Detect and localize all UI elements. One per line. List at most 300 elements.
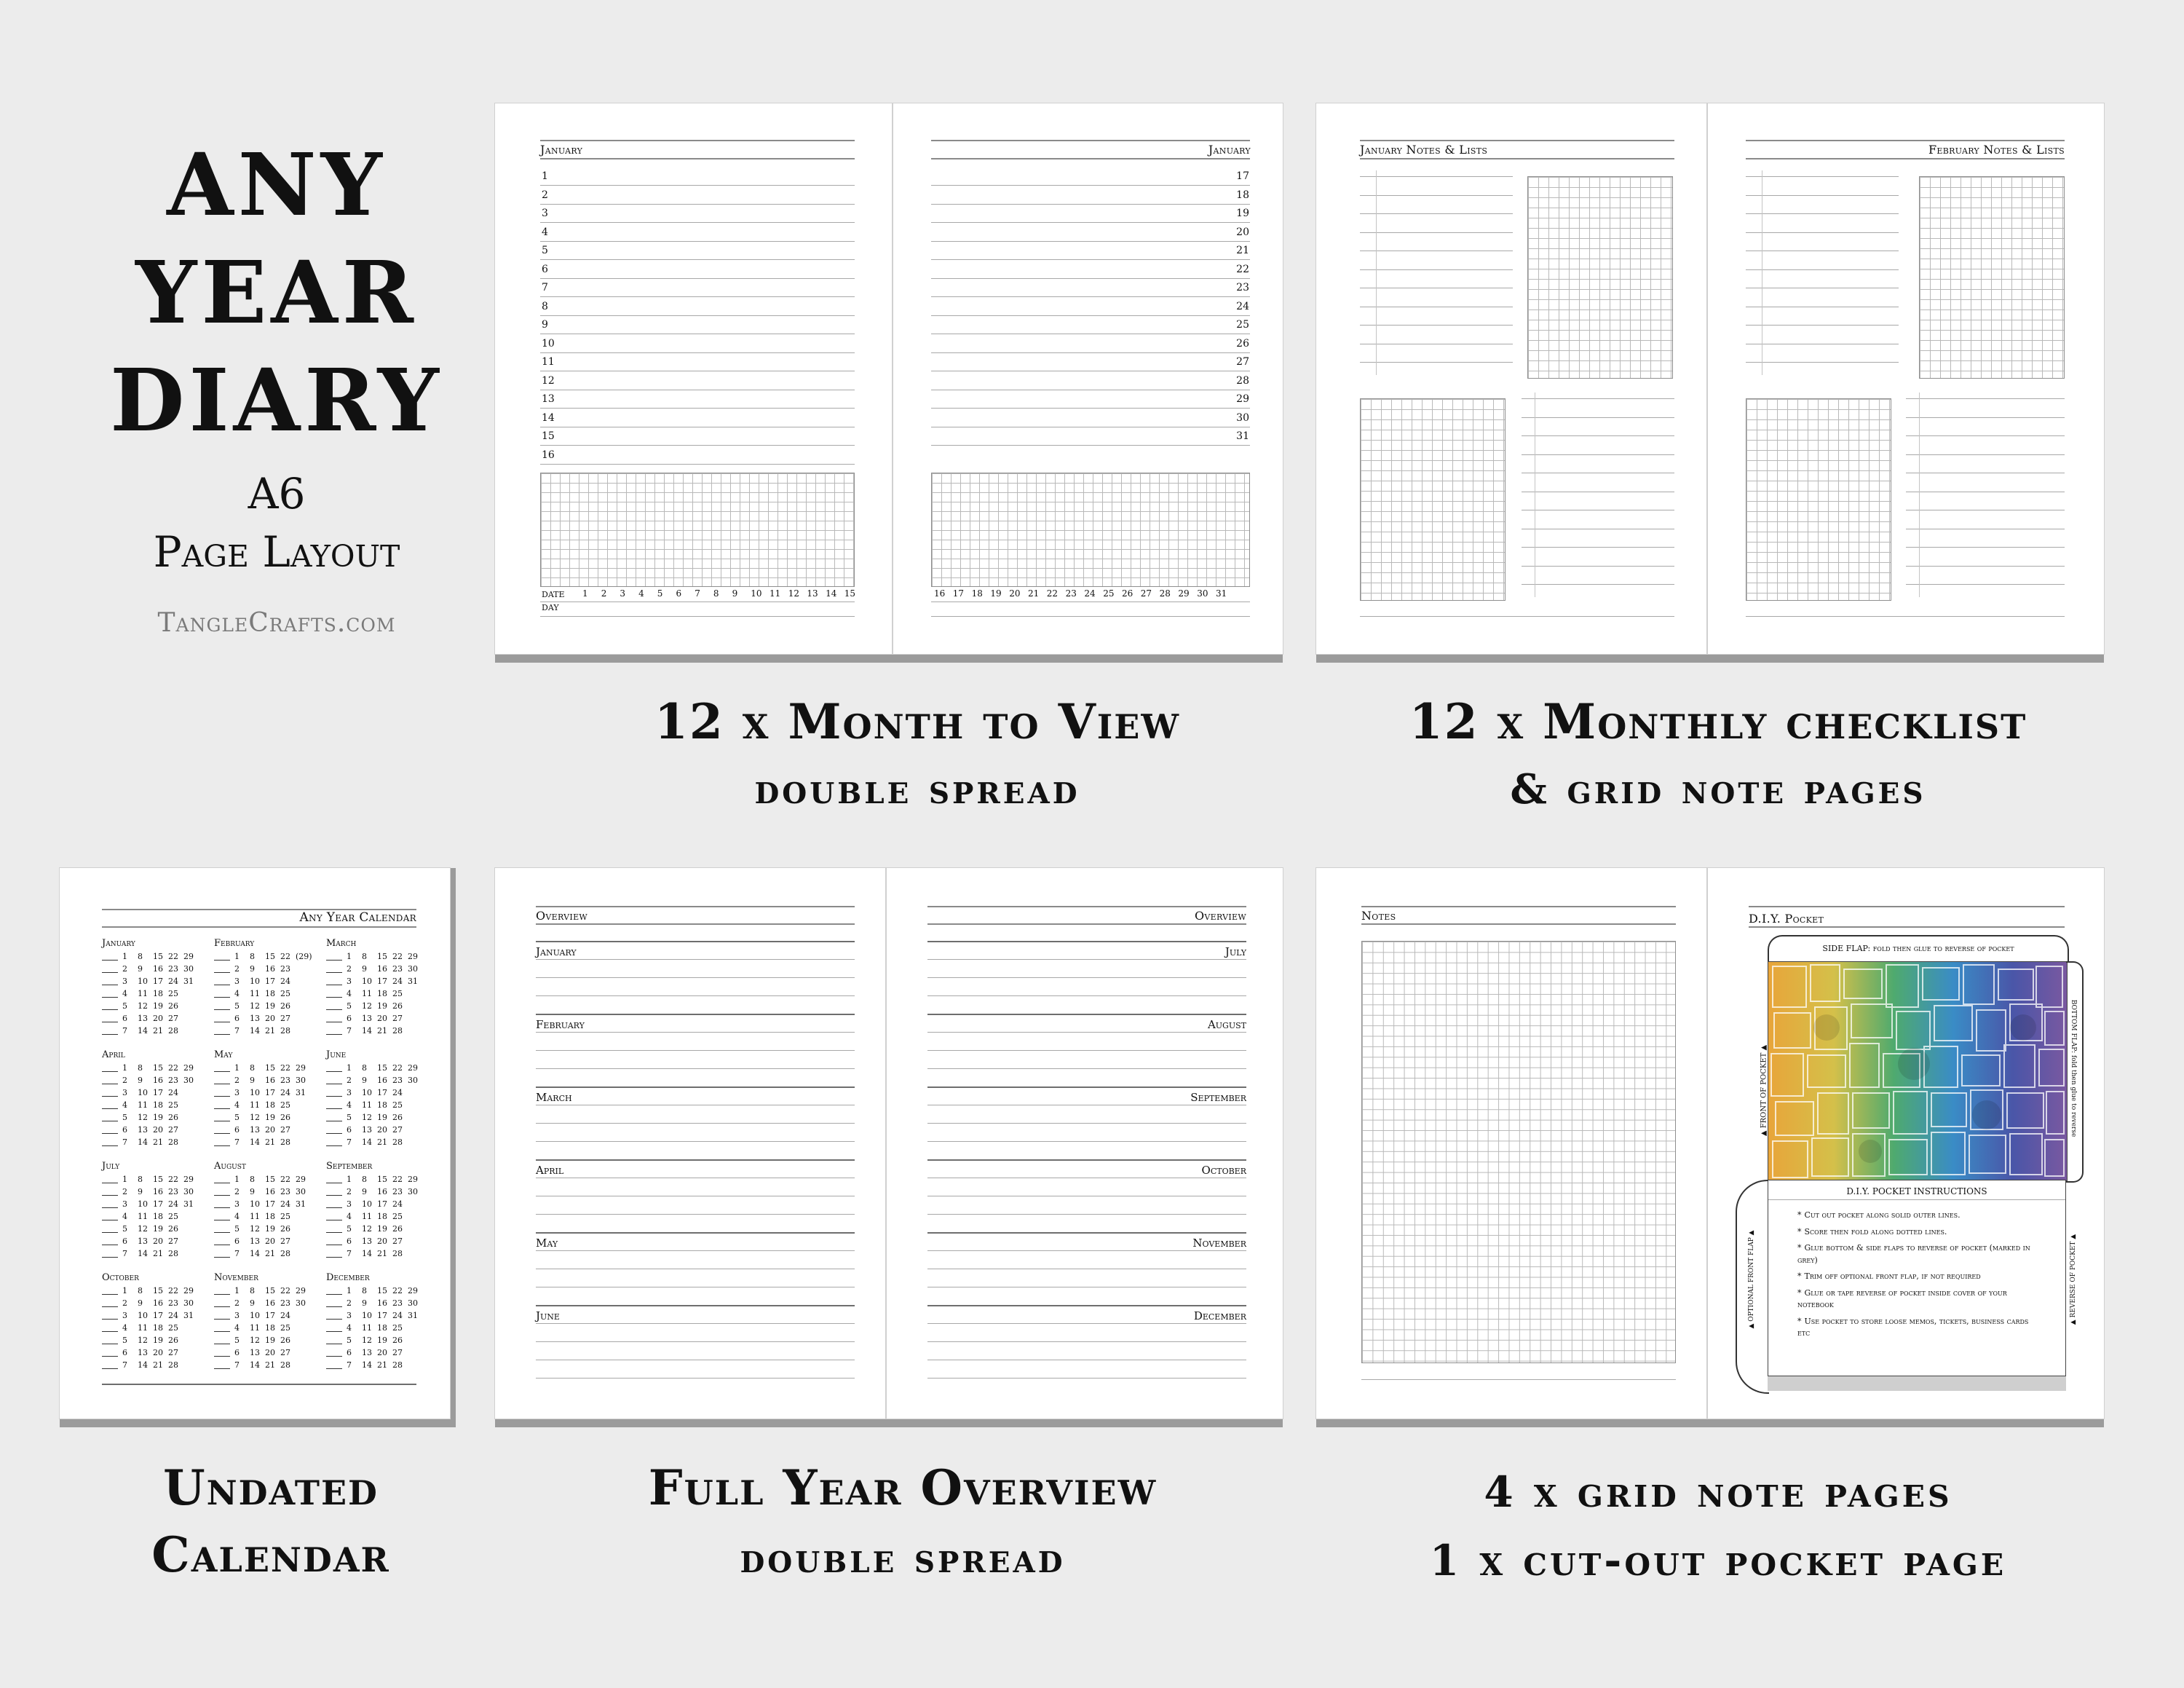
calendar-day: 17 <box>265 977 275 986</box>
calendar-day: 23 <box>392 1298 403 1308</box>
calendar-week-row <box>214 1062 323 1074</box>
calendar-day: 21 <box>153 1026 163 1036</box>
calendar-day: 28 <box>392 1249 403 1258</box>
calendar-day: 11 <box>362 1100 372 1110</box>
calendar-day: 1 <box>234 1063 240 1073</box>
calendar-month-name: April <box>102 1049 125 1060</box>
calendar-day: 27 <box>280 1237 290 1246</box>
calendar-sheet <box>60 868 456 1427</box>
month-spread <box>495 103 1283 663</box>
notes-left-grid-2 <box>1360 398 1506 601</box>
calendar-day: 7 <box>122 1026 127 1036</box>
calendar-day: 23 <box>168 1076 178 1085</box>
calendar-day: 25 <box>280 989 290 998</box>
month-left-day-number: 6 <box>542 263 548 275</box>
calendar-day: 6 <box>347 1125 352 1135</box>
calendar-week-row <box>326 1247 435 1260</box>
calendar-day: 7 <box>234 1026 240 1036</box>
calendar-day: 27 <box>168 1237 178 1246</box>
calendar-day: 12 <box>362 1001 372 1011</box>
calendar-day: 25 <box>280 1100 290 1110</box>
calendar-day: 16 <box>377 1187 387 1196</box>
calendar-day: 31 <box>408 1311 418 1320</box>
calendar-day: 4 <box>122 1100 127 1110</box>
calendar-day: 13 <box>362 1348 372 1357</box>
calendar-day: 4 <box>122 989 127 998</box>
calendar-day: 8 <box>138 1286 143 1295</box>
month-left-date-label: 11 <box>769 588 781 599</box>
calendar-week-row <box>214 1247 323 1260</box>
calendar-day: 3 <box>122 1088 127 1097</box>
calendar-day: 10 <box>138 1311 148 1320</box>
calendar-week-row <box>214 1186 323 1198</box>
calendar-day: 13 <box>250 1237 260 1246</box>
calendar-day: 16 <box>377 1076 387 1085</box>
calendar-day: 16 <box>377 964 387 974</box>
notes-right-grid-1 <box>1919 176 2065 379</box>
calendar-week-row <box>102 1136 211 1148</box>
calendar-day: 17 <box>265 1311 275 1320</box>
calendar-day: 16 <box>377 1298 387 1308</box>
calendar-day: 23 <box>168 964 178 974</box>
title-line-1: ANY <box>167 134 387 235</box>
calendar-month <box>102 1049 211 1148</box>
calendar-day: 24 <box>392 977 403 986</box>
month-left-day-number: 1 <box>542 170 548 182</box>
overview-month-label: August <box>1207 1018 1246 1031</box>
month-left-header: January <box>540 143 583 157</box>
calendar-day: 26 <box>392 1224 403 1234</box>
instructions-title: D.I.Y. POCKET INSTRUCTIONS <box>1846 1186 1987 1196</box>
calendar-day: 4 <box>234 1100 240 1110</box>
month-left-date-label: 2 <box>601 588 607 599</box>
calendar-day: 25 <box>392 1100 403 1110</box>
caption-checklist-line2: & grid note pages <box>1510 765 1926 813</box>
calendar-week-row <box>102 1247 211 1260</box>
calendar-day: 17 <box>377 1199 387 1209</box>
calendar-day: 23 <box>392 1076 403 1085</box>
calendar-day: 1 <box>122 1063 127 1073</box>
calendar-week-row <box>102 1074 211 1086</box>
calendar-day: 20 <box>377 1125 387 1135</box>
calendar-day: 9 <box>362 964 367 974</box>
calendar-day: 26 <box>392 1001 403 1011</box>
calendar-day: (29) <box>296 952 312 961</box>
calendar-day: 2 <box>347 964 352 974</box>
calendar-month <box>102 938 211 1037</box>
calendar-day: 17 <box>377 1311 387 1320</box>
calendar-day: 22 <box>392 1063 403 1073</box>
calendar-day: 11 <box>250 1100 260 1110</box>
month-left-page <box>495 103 892 654</box>
calendar-header: Any Year Calendar <box>299 910 416 925</box>
calendar-week-row <box>326 1124 435 1136</box>
calendar-day: 25 <box>168 989 178 998</box>
calendar-day: 5 <box>122 1001 127 1011</box>
calendar-day: 11 <box>138 989 148 998</box>
bullet-icon: * <box>1797 1210 1802 1220</box>
side-flap <box>1768 935 2069 963</box>
calendar-day: 16 <box>265 1298 275 1308</box>
calendar-day: 19 <box>265 1336 275 1345</box>
calendar-week-row <box>326 1086 435 1099</box>
calendar-day: 22 <box>280 1286 290 1295</box>
calendar-day: 13 <box>138 1125 148 1135</box>
calendar-day: 24 <box>280 1199 290 1209</box>
calendar-week-row <box>102 1346 211 1359</box>
month-right-day-number: 18 <box>1236 189 1249 201</box>
calendar-day: 22 <box>168 1063 178 1073</box>
month-right-day-number: 21 <box>1236 245 1249 256</box>
calendar-week-row <box>214 1309 323 1322</box>
calendar-month-name: January <box>102 938 135 949</box>
calendar-day: 10 <box>362 1088 372 1097</box>
calendar-day: 4 <box>234 989 240 998</box>
calendar-day: 18 <box>265 1212 275 1221</box>
calendar-day: 12 <box>362 1336 372 1345</box>
calendar-day: 1 <box>122 952 127 961</box>
calendar-day: 12 <box>138 1113 148 1122</box>
calendar-day: 28 <box>280 1249 290 1258</box>
calendar-week-row <box>102 1285 211 1297</box>
calendar-day: 9 <box>250 1298 255 1308</box>
calendar-week-row <box>102 963 211 975</box>
calendar-day: 28 <box>280 1360 290 1370</box>
grid-notes-grid <box>1361 941 1676 1363</box>
calendar-day: 8 <box>250 1286 255 1295</box>
calendar-day: 31 <box>408 977 418 986</box>
calendar-day: 7 <box>122 1137 127 1147</box>
calendar-day: 22 <box>392 952 403 961</box>
calendar-day: 22 <box>168 1286 178 1295</box>
calendar-day: 17 <box>153 977 163 986</box>
calendar-day: 24 <box>280 1311 290 1320</box>
calendar-day: 12 <box>138 1001 148 1011</box>
month-left-day-number: 9 <box>542 319 548 331</box>
bullet-icon: * <box>1797 1226 1802 1237</box>
calendar-day: 18 <box>265 1323 275 1333</box>
calendar-day: 11 <box>250 1212 260 1221</box>
calendar-day: 17 <box>377 977 387 986</box>
calendar-week-row <box>102 1297 211 1309</box>
instruction-text: Score then fold along dotted lines. <box>1804 1226 1947 1237</box>
calendar-week-row <box>214 1198 323 1210</box>
calendar-day: 22 <box>392 1175 403 1184</box>
calendar-week-row <box>326 1297 435 1309</box>
calendar-day: 5 <box>234 1336 240 1345</box>
calendar-day: 28 <box>168 1026 178 1036</box>
month-left-date-label: 12 <box>788 588 799 599</box>
calendar-day: 15 <box>153 1063 163 1073</box>
calendar-day: 14 <box>362 1137 372 1147</box>
calendar-day: 21 <box>153 1137 163 1147</box>
calendar-day: 4 <box>347 1212 352 1221</box>
bullet-icon: * <box>1797 1243 1802 1253</box>
month-right-date-label: 23 <box>1065 588 1077 599</box>
calendar-day: 13 <box>250 1348 260 1357</box>
month-right-day-number: 19 <box>1236 208 1249 219</box>
calendar-week-row <box>214 1086 323 1099</box>
calendar-day: 7 <box>122 1249 127 1258</box>
calendar-day: 15 <box>377 1286 387 1295</box>
instruction-item <box>1797 1210 2038 1222</box>
calendar-week-row <box>102 1099 211 1111</box>
calendar-day: 7 <box>347 1249 352 1258</box>
calendar-day: 17 <box>377 1088 387 1097</box>
calendar-day: 16 <box>153 1298 163 1308</box>
calendar-month <box>214 1161 323 1260</box>
calendar-day: 8 <box>250 952 255 961</box>
calendar-day: 22 <box>168 952 178 961</box>
month-right-header: January <box>1208 143 1251 157</box>
month-right-day-number: 30 <box>1236 411 1249 424</box>
calendar-week-row <box>326 1309 435 1322</box>
calendar-day: 31 <box>296 1088 306 1097</box>
instruction-text: Cut out pocket along solid outer lines. <box>1804 1210 1961 1220</box>
instruction-text: Trim off optional front flap, if not required <box>1804 1271 1981 1281</box>
calendar-day: 14 <box>362 1026 372 1036</box>
calendar-day: 20 <box>265 1348 275 1357</box>
calendar-day: 30 <box>296 1187 306 1196</box>
calendar-day: 4 <box>234 1212 240 1221</box>
calendar-month <box>326 1161 435 1260</box>
calendar-week-row <box>214 1285 323 1297</box>
caption-month-view-line1: 12 x Month to View <box>654 693 1181 750</box>
calendar-day: 12 <box>362 1224 372 1234</box>
calendar-day: 16 <box>153 1076 163 1085</box>
month-left-grid <box>540 473 855 587</box>
caption-notes-line2: 1 x cut-out pocket page <box>1429 1536 2007 1585</box>
calendar-day: 4 <box>122 1323 127 1333</box>
caption-checklist <box>1369 693 2068 813</box>
calendar-day: 10 <box>250 977 260 986</box>
calendar-day: 20 <box>265 1237 275 1246</box>
calendar-day: 18 <box>377 1100 387 1110</box>
month-right-date-label: 16 <box>934 588 946 599</box>
calendar-day: 15 <box>377 1063 387 1073</box>
calendar-day: 4 <box>234 1323 240 1333</box>
month-right-day-number: 24 <box>1236 300 1249 312</box>
calendar-week-row <box>214 1334 323 1346</box>
calendar-day: 10 <box>138 1088 148 1097</box>
calendar-day: 16 <box>265 964 275 974</box>
month-left-date-label: 7 <box>695 588 700 599</box>
calendar-day: 4 <box>347 1100 352 1110</box>
calendar-week-row <box>214 1359 323 1371</box>
calendar-day: 6 <box>347 1237 352 1246</box>
calendar-week-row <box>326 1210 435 1223</box>
month-right-date-label: 21 <box>1028 588 1040 599</box>
caption-calendar-line2: Calendar <box>151 1526 390 1583</box>
calendar-week-row <box>326 1062 435 1074</box>
calendar-day: 25 <box>280 1323 290 1333</box>
calendar-week-row <box>326 987 435 1000</box>
calendar-day: 22 <box>280 952 290 961</box>
calendar-day: 2 <box>122 964 127 974</box>
calendar-day: 7 <box>347 1137 352 1147</box>
caption-month-view-line2: double spread <box>754 765 1080 813</box>
calendar-day: 1 <box>347 952 352 961</box>
calendar-day: 8 <box>362 952 367 961</box>
calendar-day: 6 <box>122 1348 127 1357</box>
calendar-day: 4 <box>122 1212 127 1221</box>
calendar-day: 13 <box>362 1014 372 1023</box>
calendar-day: 6 <box>347 1014 352 1023</box>
calendar-week-row <box>214 987 323 1000</box>
calendar-day: 20 <box>377 1348 387 1357</box>
overview-month-label: September <box>1190 1091 1246 1104</box>
reverse-of-pocket-label: ▲ REVERSE OF POCKET ▲ <box>2070 1234 2077 1325</box>
month-left-date-label: 8 <box>713 588 719 599</box>
calendar-day: 1 <box>347 1175 352 1184</box>
calendar-day: 21 <box>377 1249 387 1258</box>
instruction-text: Use pocket to store loose memos, tickets, business cards etc <box>1797 1316 2029 1338</box>
calendar-day: 17 <box>265 1088 275 1097</box>
calendar-day: 26 <box>280 1224 290 1234</box>
calendar-day: 29 <box>408 1286 418 1295</box>
calendar-day: 10 <box>362 1199 372 1209</box>
calendar-day: 13 <box>250 1014 260 1023</box>
month-left-date-label: 13 <box>807 588 818 599</box>
calendar-day: 18 <box>265 1100 275 1110</box>
month-right-page <box>893 103 1283 654</box>
calendar-day: 5 <box>122 1224 127 1234</box>
calendar-day: 2 <box>234 964 240 974</box>
calendar-day: 12 <box>138 1336 148 1345</box>
calendar-day: 25 <box>392 989 403 998</box>
calendar-day: 31 <box>183 977 194 986</box>
month-left-day-number: 5 <box>542 245 548 256</box>
calendar-day: 8 <box>362 1286 367 1295</box>
calendar-day: 28 <box>280 1026 290 1036</box>
calendar-week-row <box>214 1074 323 1086</box>
month-right-day-number: 29 <box>1236 393 1249 405</box>
month-left-day-number: 10 <box>542 337 555 350</box>
calendar-day: 25 <box>168 1323 178 1333</box>
calendar-day: 19 <box>377 1113 387 1122</box>
day-label: DAY <box>542 603 559 612</box>
calendar-day: 5 <box>347 1336 352 1345</box>
calendar-day: 10 <box>138 977 148 986</box>
caption-checklist-line1: 12 x Monthly checklist <box>1409 693 2027 750</box>
calendar-day: 13 <box>138 1014 148 1023</box>
calendar-day: 18 <box>377 1212 387 1221</box>
calendar-day: 27 <box>392 1125 403 1135</box>
stamp-collage-svg <box>1768 962 2067 1180</box>
calendar-day: 26 <box>168 1001 178 1011</box>
calendar-day: 7 <box>347 1360 352 1370</box>
calendar-day: 24 <box>280 977 290 986</box>
month-right-date-label: 31 <box>1216 588 1227 599</box>
calendar-day: 12 <box>362 1113 372 1122</box>
calendar-day: 22 <box>168 1175 178 1184</box>
calendar-day: 7 <box>234 1360 240 1370</box>
calendar-day: 18 <box>265 989 275 998</box>
calendar-day: 27 <box>280 1348 290 1357</box>
calendar-day: 4 <box>347 1323 352 1333</box>
overview-month-label: June <box>536 1309 560 1322</box>
calendar-day: 24 <box>168 977 178 986</box>
month-right-day-number: 28 <box>1236 374 1249 387</box>
calendar-day: 29 <box>408 1175 418 1184</box>
overview-left-page <box>495 868 885 1419</box>
calendar-day: 18 <box>377 989 387 998</box>
calendar-week-row <box>326 1223 435 1235</box>
notes-right-header: February Notes & Lists <box>1928 143 2065 157</box>
checklist-spread <box>1316 103 2104 663</box>
calendar-day: 10 <box>362 1311 372 1320</box>
month-left-day-number: 8 <box>542 300 548 312</box>
calendar-week-row <box>326 1346 435 1359</box>
calendar-day: 21 <box>265 1249 275 1258</box>
calendar-week-row <box>326 963 435 975</box>
calendar-day: 16 <box>265 1076 275 1085</box>
calendar-day: 15 <box>265 1286 275 1295</box>
month-right-day-number: 31 <box>1236 430 1249 442</box>
calendar-day: 11 <box>362 1323 372 1333</box>
month-right-day-number: 26 <box>1236 337 1249 350</box>
calendar-month <box>102 1272 211 1371</box>
month-left-date-label: 5 <box>657 588 663 599</box>
month-left-day-number: 11 <box>542 356 555 368</box>
calendar-day: 14 <box>250 1249 260 1258</box>
calendar-week-row <box>326 1334 435 1346</box>
calendar-day: 20 <box>153 1237 163 1246</box>
month-left-day-number: 15 <box>542 430 555 442</box>
calendar-day: 11 <box>362 1212 372 1221</box>
calendar-day: 19 <box>265 1224 275 1234</box>
calendar-week-row <box>102 1124 211 1136</box>
calendar-day: 19 <box>153 1336 163 1345</box>
calendar-month-name: May <box>214 1049 233 1060</box>
calendar-day: 5 <box>234 1001 240 1011</box>
calendar-day: 27 <box>392 1237 403 1246</box>
month-left-date-label: 9 <box>732 588 738 599</box>
notes-left-page <box>1316 103 1706 654</box>
overview-month-label: March <box>536 1091 572 1104</box>
calendar-day: 8 <box>250 1063 255 1073</box>
month-right-date-label: 19 <box>990 588 1002 599</box>
calendar-week-row <box>214 1012 323 1025</box>
grid-notes-header: Notes <box>1361 909 1396 923</box>
calendar-month-name: June <box>326 1049 347 1060</box>
calendar-day: 23 <box>280 964 290 974</box>
month-right-day-number: 23 <box>1236 282 1249 293</box>
calendar-day: 29 <box>296 1175 306 1184</box>
caption-overview-line1: Full Year Overview <box>648 1459 1158 1516</box>
calendar-day: 22 <box>280 1175 290 1184</box>
calendar-week-row <box>102 1062 211 1074</box>
calendar-day: 31 <box>183 1199 194 1209</box>
month-left-date-label: 15 <box>844 588 856 599</box>
month-right-date-label: 25 <box>1103 588 1115 599</box>
overview-spread <box>495 868 1283 1427</box>
calendar-week-row <box>102 950 211 963</box>
calendar-day: 19 <box>153 1001 163 1011</box>
calendar-day: 28 <box>392 1137 403 1147</box>
calendar-day: 16 <box>265 1187 275 1196</box>
calendar-week-row <box>102 1111 211 1124</box>
calendar-day: 29 <box>408 1063 418 1073</box>
calendar-day: 3 <box>347 1199 352 1209</box>
calendar-day: 17 <box>153 1199 163 1209</box>
calendar-day: 17 <box>153 1088 163 1097</box>
bullet-icon: * <box>1797 1316 1802 1326</box>
calendar-day: 7 <box>122 1360 127 1370</box>
month-right-day-number: 17 <box>1236 170 1249 182</box>
calendar-month-name: November <box>214 1272 258 1283</box>
calendar-week-row <box>214 1223 323 1235</box>
